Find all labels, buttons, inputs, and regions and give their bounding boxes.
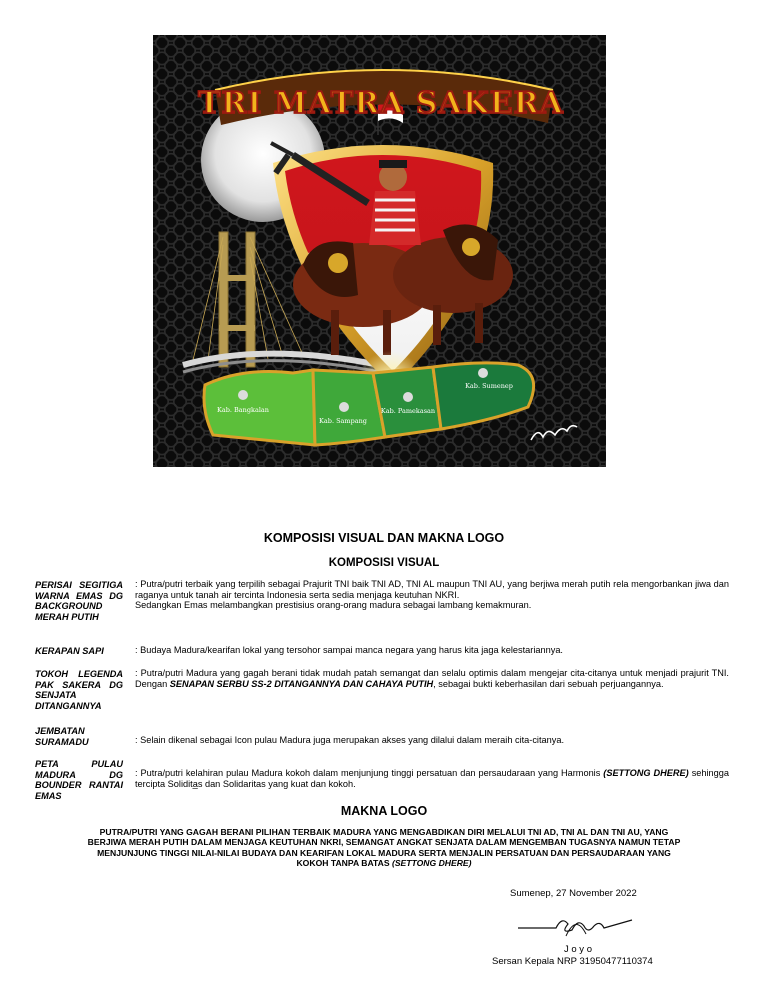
item-term: TOKOH LEGENDA PAK SAKERA DG SENJATA DITANGANNYA	[35, 669, 123, 712]
item-description-text: : Putra/putri kelahiran pulau Madura kokoh dalam menjunjung tinggi persatuan dan persaudaraan yang Harmonis	[135, 768, 601, 778]
item-description	[135, 579, 729, 611]
region-label: Kab. Sampang	[319, 417, 367, 425]
page-title: KOMPOSISI VISUAL DAN MAKNA LOGO	[263, 531, 505, 545]
section-title-komposisi: KOMPOSISI VISUAL	[328, 557, 440, 569]
handwritten-signature-icon	[516, 908, 636, 942]
region-label: Kab. Pamekasan	[380, 407, 436, 415]
item-description: : Selain dikenal sebagai Icon pulau Madura juga merupakan akses yang dilalui dalam meraih cita-citanya.	[135, 735, 564, 745]
signer-rank-nrp: Sersan Kepala NRP 31950477110374	[492, 956, 653, 967]
item-description-emphasis: (SETTONG DHERE)	[603, 768, 689, 778]
item-description	[135, 668, 729, 689]
item-term: PERISAI SEGITIGA WARNA EMAS DG BACKGROUND MERAH PUTIH	[35, 580, 123, 623]
place-date: Sumenep, 27 November 2022	[510, 888, 637, 899]
item-description-text: : Putra/putri terbaik yang terpilih sebagai Prajurit TNI baik TNI AD, TNI AL maupun TNI AU, yang berjiwa merah putih rela mengorbankan jiwa dan raganya untuk tanah air tercinta Indonesia serta sedia menjaga keutuhan NKRI.	[135, 579, 729, 600]
item-description: : Budaya Madura/kearifan lokal yang tersohor sampai manca negara yang harus kita jaga kelestariannya.	[135, 645, 563, 655]
makna-emphasis: (SETTONG DHERE)	[391, 858, 472, 869]
makna-paragraph	[82, 827, 686, 869]
item-description-text: Sedangkan Emas melambangkan prestisius orang-orang madura sebagai lambang kemakmuran.	[135, 600, 532, 611]
section-title-makna: MAKNA LOGO	[340, 804, 428, 818]
logo-banner-text: TRI MATRA SAKERA	[198, 86, 564, 121]
region-label: Kab. Sumenep	[465, 382, 513, 390]
item-description-text: , sebagai bukti keberhasilan dari sebuah perjuangannya.	[433, 678, 664, 689]
signer-name: J o y o	[564, 944, 592, 955]
logo-illustration	[153, 35, 606, 467]
item-description-text: : Putra/putri Madura yang gagah berani tidak mudah patah semangat dan selalu optimis dalam mengejar cita-citanya untuk menjadi prajurit TNI. Dengan	[135, 668, 729, 689]
tri-matra-sakera-logo	[153, 35, 606, 467]
item-term: PETA PULAU MADURA DG BOUNDER RANTAI EMAS	[35, 759, 123, 802]
item-description-emphasis: SENAPAN SERBU SS-2 DITANGANNYA DAN CAHAYA PUTIH	[169, 678, 434, 689]
region-label: Kab. Bangkalan	[217, 406, 269, 414]
item-description-text: sehingga tercipta Solidita̲s dan Solidaritas yang kuat dan kokoh.	[135, 768, 729, 789]
makna-text: PUTRA/PUTRI YANG GAGAH BERANI PILIHAN TERBAIK MADURA YANG MENGABDIKAN DIRI MELALUI TNI AD, TNI AL DAN TNI AU, YANG BERJIWA MERAH PUTIH DALAM MENJAGA KEUTUHAN NKRI, SEMANGAT ANGKAT SENJATA DALAM MENGEMBAN TUGASNYA NAMUN TETAP MENJUNJUNG TINGGI NILAI-NILAI BUDAYA DAN KEARIFAN LOKAL MADURA SERTA MENJALIN PERSATUAN DAN PERSAUDARAAN YANG KOKOH TANPA BATAS	[87, 827, 681, 869]
item-term: JEMBATAN SURAMADU	[35, 726, 89, 747]
item-term: KERAPAN SAPI	[35, 646, 104, 656]
item-description	[135, 768, 729, 789]
